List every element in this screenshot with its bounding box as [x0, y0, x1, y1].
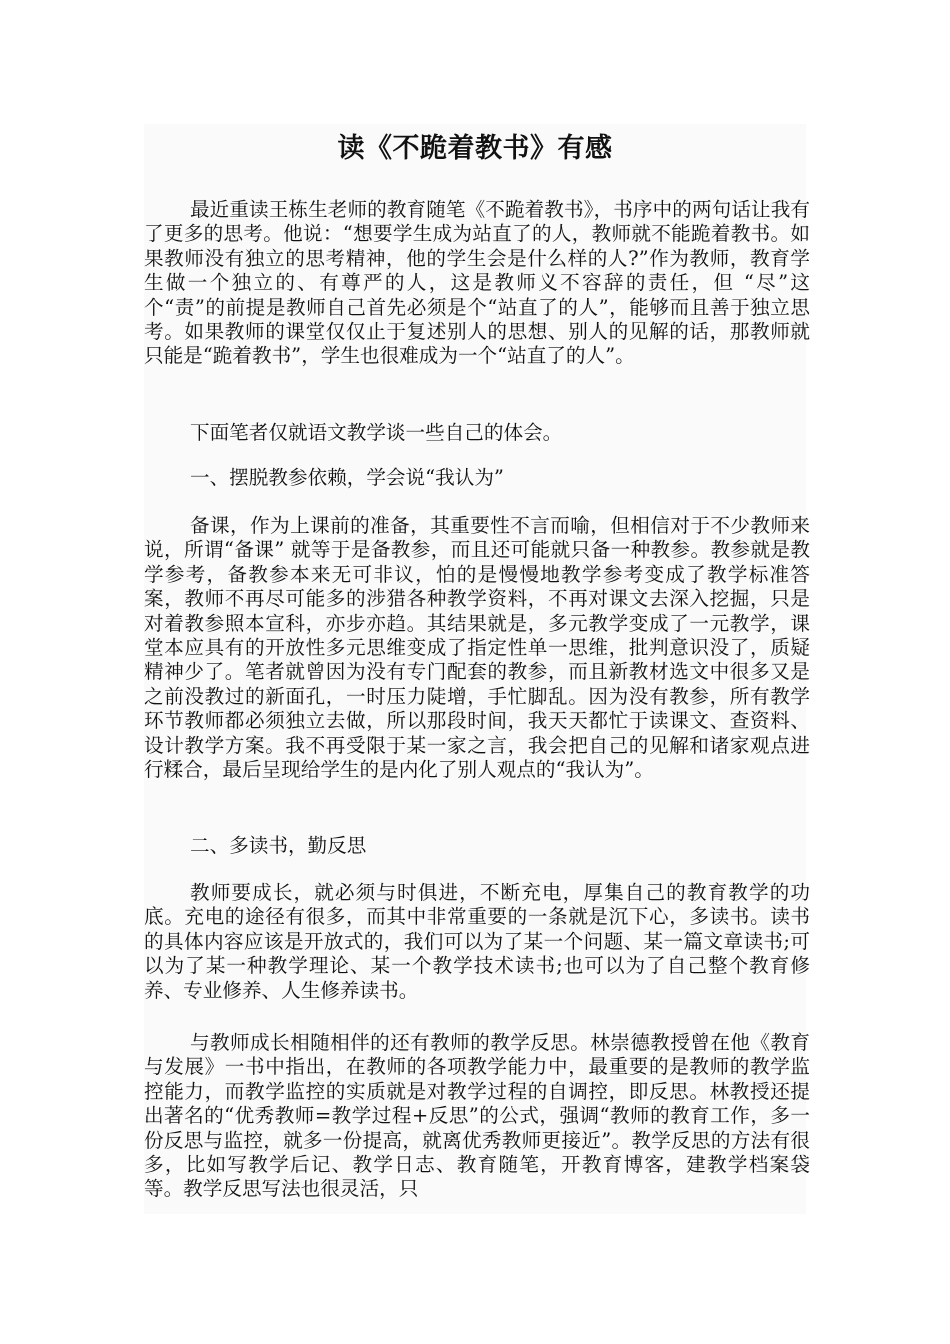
paragraph-intro: 最近重读王栋生老师的教育随笔《不跪着教书》，书序中的两句话让我有了更多的思考。他说：“想要学生成为站直了的人，教师就不能跪着教书。如果教师没有独立的思考精神，他的学生会是什么样的人?”作为教师，教育学生做一个独立的、有尊严的人，这是教师义不容辞的责任，但 “尽”这个“责”的前提是教师自己首先必须是个“站直了的人”，能够而且善于独立思考。如果教师的课堂仅仅止于复述别人的思想、别人的见解的话，那教师就只能是“跪着教书”，学生也很难成为一个“站直了的人”。 [144, 198, 810, 368]
paragraph-lesson-prep: 备课，作为上课前的准备，其重要性不言而喻，但相信对于不少教师来说，所谓“备课” 就等于是备教参，而且还可能就只备一种教参。教参就是教学参考，备教参本来无可非议，怕的是慢慢地教学参考变成了教学标准答案，教师不再尽可能多的涉猎各种教学资料，不再对课文去深入挖掘，只是对着教参照本宣科，亦步亦趋。其结果就是，多元教学变成了一元教学，课堂本应具有的开放性多元思维变成了指定性单一思维，批判意识没了，质疑精神少了。笔者就曾因为没有专门配套的教参，而且新教材选文中很多又是之前没教过的新面孔，一时压力陡增，手忙脚乱。因为没有教参，所有教学环节教师都必须独立去做，所以那段时间，我天天都忙于读课文、查资料、设计教学方案。我不再受限于某一家之言，我会把自己的见解和诸家观点进行糅合，最后呈现给学生的是内化了别人观点的“我认为”。 [144, 514, 810, 782]
section-heading-1: 一、摆脱教参依赖，学会说“我认为” [190, 466, 504, 489]
paragraph-reading: 教师要成长，就必须与时俱进，不断充电，厚集自己的教育教学的功底。充电的途径有很多，而其中非常重要的一条就是沉下心，多读书。读书的具体内容应该是开放式的，我们可以为了某一个问题、某一篇文章读书;可以为了某一种教学理论、某一个教学技术读书;也可以为了自己整个教育修养、专业修养、人生修养读书。 [144, 881, 810, 1002]
paragraph-preface: 下面笔者仅就语文教学谈一些自己的体会。 [190, 421, 563, 444]
paragraph-reflection: 与教师成长相随相伴的还有教师的教学反思。林崇德教授曾在他《教育与发展》一书中指出，在教师的各项教学能力中，最重要的是教师的教学监控能力，而教学监控的实质就是对教学过程的自调控，即反思。林教授还提出著名的“优秀教师=教学过程+反思”的公式，强调“教师的教育工作，多一份反思与监控，就多一份提高，就离优秀教师更接近”。教学反思的方法有很多，比如写教学后记、教学日志、教育随笔，开教育博客，建教学档案袋等。教学反思写法也很灵活，只 [144, 1031, 810, 1201]
document-title: 读《不跪着教书》有感 [337, 133, 613, 164]
section-heading-2: 二、多读书，勤反思 [190, 834, 367, 857]
